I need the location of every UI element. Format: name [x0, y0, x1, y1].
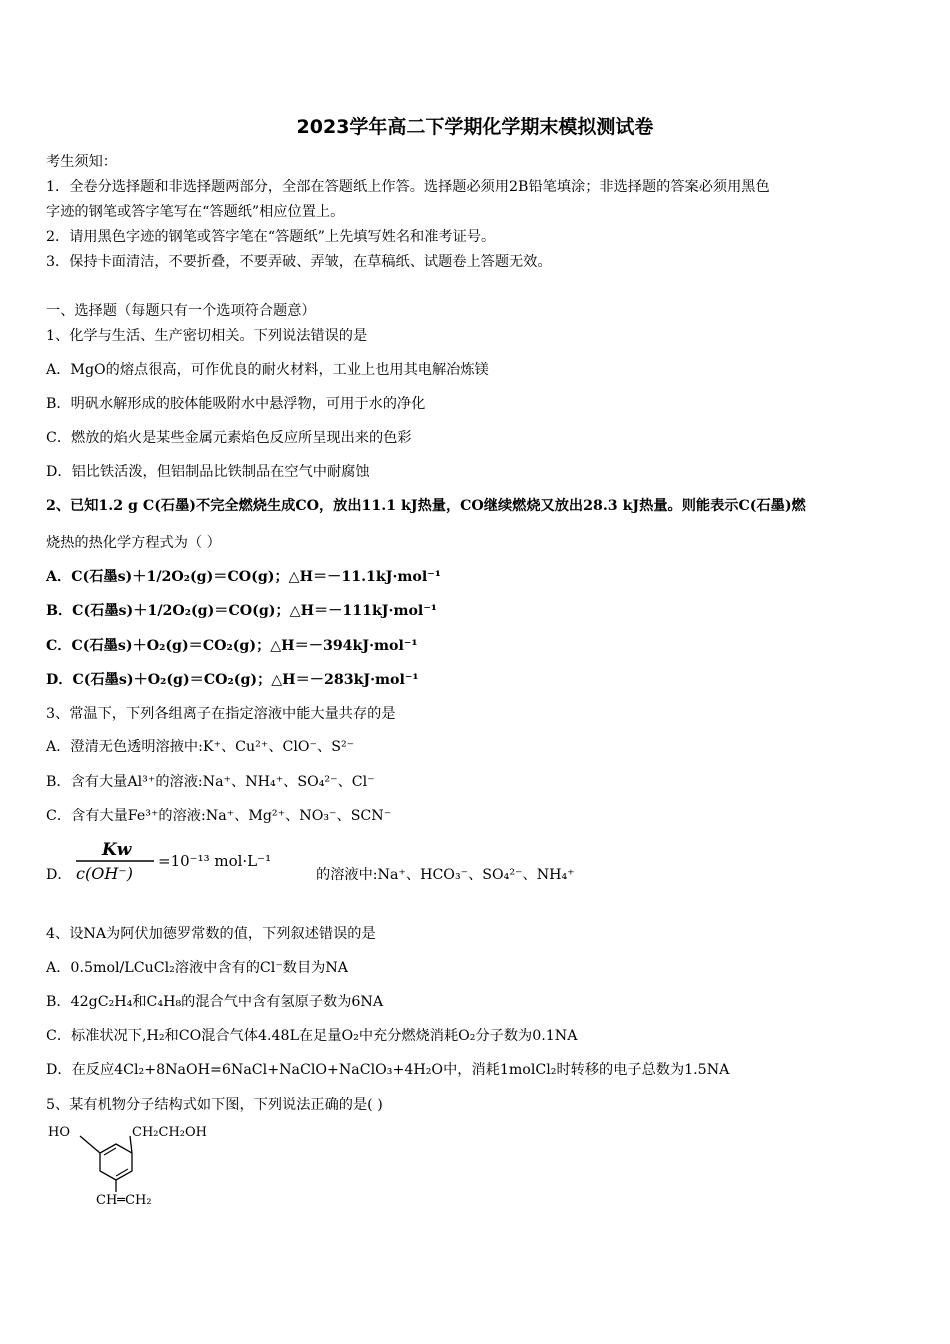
- notice-item-2: 2．请用黑色字迹的钢笔或答字笔在“答题纸”上先填写姓名和准考证号。: [46, 229, 496, 245]
- q3-stem: 3、常温下，下列各组离子在指定溶液中能大量共存的是: [46, 706, 396, 722]
- formula-equation: =10⁻¹³ mol·L⁻¹: [158, 852, 272, 870]
- hydroxyl-label: HO: [48, 1125, 70, 1140]
- molecule-structure: [46, 1122, 236, 1216]
- q4-option-b: B．42gC₂H₄和C₄H₈的混合气中含有氢原子数为6NA: [46, 994, 384, 1010]
- q2-option-a: A．C(石墨s)＋1/2O₂(g)＝CO(g)；△H＝－11.1kJ·mol⁻¹: [46, 569, 441, 585]
- q2-option-d: D．C(石墨s)＋O₂(g)＝CO₂(g)；△H＝－283kJ·mol⁻¹: [46, 672, 419, 688]
- q3-option-c: C．含有大量Fe³⁺的溶液:Na⁺、Mg²⁺、NO₃⁻、SCN⁻: [46, 808, 392, 824]
- q1-stem: 1、化学与生活、生产密切相关。下列说法错误的是: [46, 328, 368, 344]
- notice-item-1a: 1．全卷分选择题和非选择题两部分，全部在答题纸上作答。选择题必须用2B铅笔填涂；非选择题的答案必须用黑色: [46, 179, 770, 195]
- q3-option-d-text: 的溶液中:Na⁺、HCO₃⁻、SO₄²⁻、NH₄⁺: [316, 867, 575, 883]
- q4-option-c: C．标准状况下,H₂和CO混合气体4.48L在足量O₂中充分燃烧消耗O₂分子数为0.1NA: [46, 1028, 578, 1044]
- page-title: 2023学年高二下学期化学期末模拟测试卷: [296, 116, 654, 138]
- q1-option-b: B．明矾水解形成的胶体能吸附水中悬浮物，可用于水的净化: [46, 396, 426, 412]
- q3-option-d-formula: [74, 838, 314, 892]
- q1-option-d: D．铝比铁活泼，但铝制品比铁制品在空气中耐腐蚀: [46, 464, 370, 480]
- section-heading: 一、选择题（每题只有一个选项符合题意）: [46, 303, 316, 319]
- q4-option-d: D．在反应4Cl₂+8NaOH=6NaCl+NaClO+NaClO₃+4H₂O中，消耗1molCl₂时转移的电子总数为1.5NA: [46, 1062, 730, 1078]
- notice-item-1b: 字迹的钢笔或答字笔写在“答题纸”相应位置上。: [46, 204, 345, 220]
- q2-option-b: B．C(石墨s)＋1/2O₂(g)＝CO(g)；△H＝－111kJ·mol⁻¹: [46, 603, 438, 619]
- q3-option-a: A．澄清无色透明溶掖中:K⁺、Cu²⁺、ClO⁻、S²⁻: [46, 739, 355, 755]
- q4-stem: 4、设NA为阿伏加德罗常数的值，下列叙述错误的是: [46, 926, 376, 942]
- q3-option-d-label: D．: [46, 867, 72, 883]
- q2-stem-a: 2、已知1.2 g C(石墨)不完全燃烧生成CO，放出11.1 kJ热量，CO继续燃烧又放出28.3 kJ热量。则能表示C(石墨)燃: [46, 498, 806, 514]
- notice-heading: 考生须知：: [46, 154, 117, 170]
- q1-option-c: C．燃放的焰火是某些金属元素焰色反应所呈现出来的色彩: [46, 430, 412, 446]
- formula-numerator: Kw: [102, 840, 132, 860]
- q2-stem-b: 烧热的热化学方程式为（ ）: [46, 535, 221, 551]
- q5-stem: 5、某有机物分子结构式如下图，下列说法正确的是( ): [46, 1097, 383, 1113]
- q4-option-a: A．0.5mol/LCuCl₂溶液中含有的Cl⁻数目为NA: [46, 960, 349, 976]
- side-chain-label: CH₂CH₂OH: [132, 1125, 207, 1140]
- q2-option-c: C．C(石墨s)＋O₂(g)＝CO₂(g)；△H＝－394kJ·mol⁻¹: [46, 638, 418, 654]
- formula-denominator: c(OH⁻): [76, 864, 133, 883]
- notice-item-3: 3．保持卡面清洁，不要折叠，不要弄破、弄皱，在草稿纸、试题卷上答题无效。: [46, 254, 552, 270]
- q1-option-a: A．MgO的熔点很高，可作优良的耐火材料，工业上也用其电解冶炼镁: [46, 362, 489, 378]
- vinyl-label: CH═CH₂: [96, 1193, 152, 1208]
- q3-option-b: B．含有大量Al³⁺的溶液:Na⁺、NH₄⁺、SO₄²⁻、Cl⁻: [46, 774, 375, 790]
